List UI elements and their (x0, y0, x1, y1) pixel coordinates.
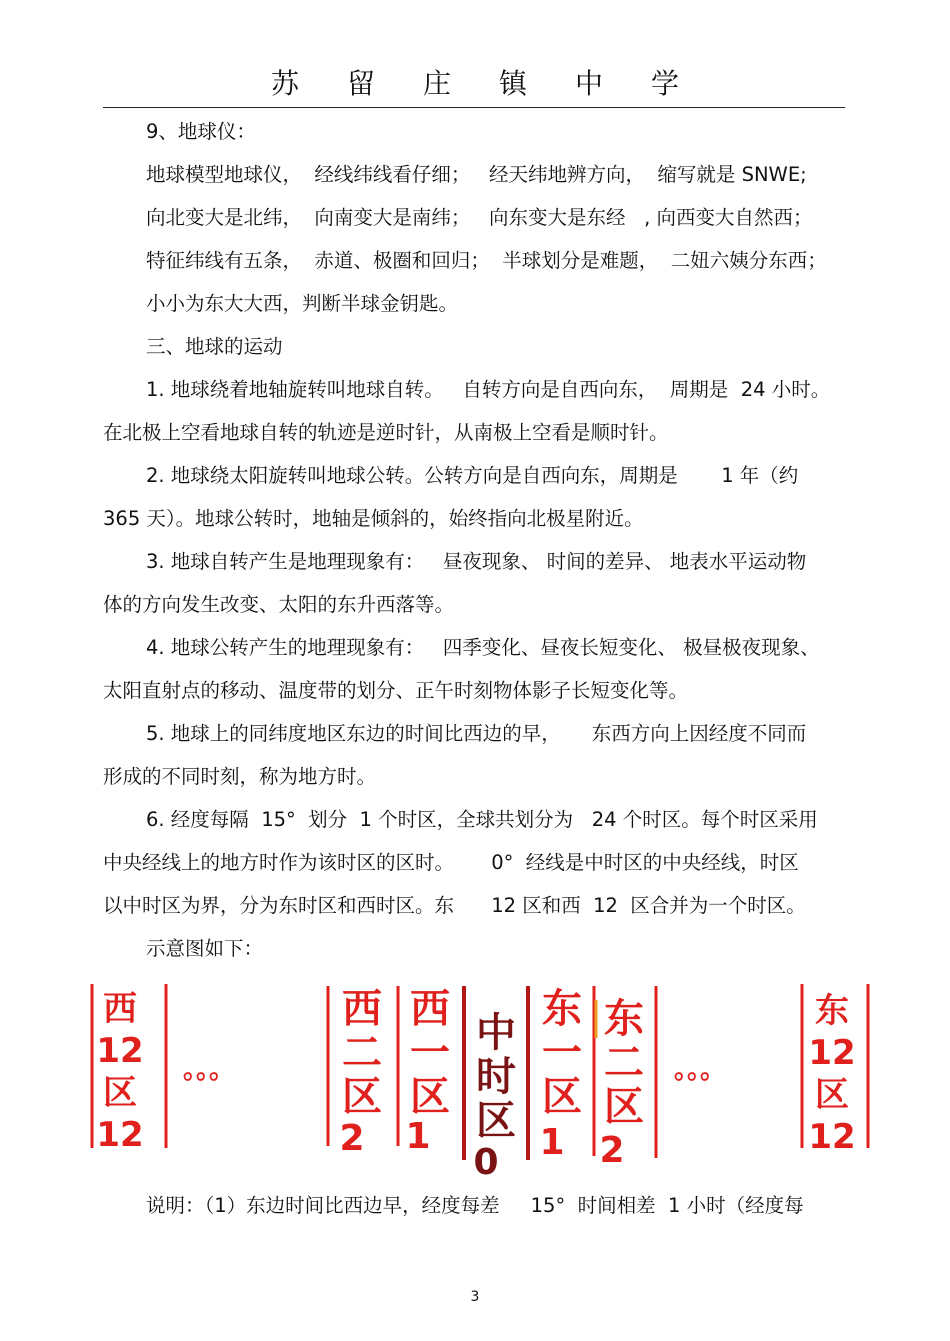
text-line: 5. 地球上的同纬度地区东边的时间比西边的早， 东西方向上因经度不同而 (146, 722, 807, 745)
page-header: 苏留庄镇中学 (270, 67, 727, 100)
text-line: 说明：（1）东边时间比西边早，经度每差 15° 时间相差 1 小时（经度每 (146, 1194, 804, 1217)
zone-char: 12 (96, 1115, 144, 1155)
text-line: 体的方向发生改变、太阳的东升西落等。 (103, 593, 455, 616)
text-line: 小小为东大大西，判断半球金钥匙。 (146, 292, 459, 315)
text-line: 1. 地球绕着地轴旋转叫地球自转。 自转方向是自西向东， 周期是 24 小时。 (146, 378, 831, 401)
zone-char: 中 (476, 1010, 516, 1056)
zone-char: 区 (476, 1098, 516, 1144)
zone-char: 区 (410, 1074, 450, 1120)
zone-char: 一 (410, 1030, 450, 1076)
text-line: 9、地球仪： (146, 120, 256, 143)
zone-char: 区 (103, 1073, 137, 1113)
text-line: 以中时区为界，分为东时区和西时区。东 12 区和西 12 区合并为一个时区。 (103, 894, 806, 917)
text-line: 365 天）。地球公转时，地轴是倾斜的，始终指向北极星附近。 (103, 507, 644, 530)
zone-char: 12 (96, 1031, 144, 1071)
zone-char: 1 (405, 1116, 431, 1157)
zone-char: 区 (342, 1074, 382, 1120)
zone-char: 东 (542, 986, 582, 1032)
text-line: 向北变大是北纬， 向南变大是南纬； 向东变大是东经 , 向西变大自然西； (146, 206, 813, 229)
ellipsis-right: 。。。 (674, 1055, 727, 1085)
page-number: 3 (470, 1289, 480, 1305)
zone-east-2 (596, 986, 656, 1171)
zone-char: 2 (339, 1118, 365, 1159)
header-rule (103, 107, 845, 108)
zone-central-0 (464, 986, 528, 1178)
text-line: 太阳直射点的移动、温度带的划分、正午时刻物体影子长短变化等。 (103, 679, 689, 702)
section-heading: 三、地球的运动 (146, 335, 283, 358)
zone-west-12 (92, 984, 166, 1155)
zone-char: 东 (815, 991, 849, 1031)
ellipsis-left: 。。。 (183, 1055, 236, 1085)
zone-char: 东 (604, 996, 644, 1042)
zone-char: 时 (476, 1054, 516, 1100)
zone-west-1 (398, 986, 450, 1157)
text-line: 3. 地球自转产生是地理现象有： 昼夜现象、 时间的差异、 地表水平运动物 (146, 550, 807, 573)
zone-char: 1 (539, 1122, 565, 1163)
text-line: 示意图如下： (146, 937, 264, 960)
zone-east-1 (539, 986, 594, 1163)
zone-east-12 (802, 984, 868, 1157)
zone-char: 区 (604, 1084, 644, 1130)
text-line: 形成的不同时刻，称为地方时。 (103, 765, 377, 788)
zone-char: 0 (473, 1142, 499, 1178)
zone-char: 西 (103, 989, 137, 1029)
zone-char: 二 (604, 1040, 644, 1086)
text-line: 在北极上空看地球自转的轨迹是逆时针，从南极上空看是顺时针。 (103, 421, 669, 444)
text-line: 中央经线上的地方时作为该时区的区时。 0° 经线是中时区的中央经线，时区 (103, 851, 799, 874)
time-zone-diagram (80, 978, 880, 1178)
zone-char: 西 (342, 986, 382, 1032)
zone-char: 区 (542, 1074, 582, 1120)
zone-char: 12 (808, 1033, 856, 1073)
zone-char: 西 (410, 986, 450, 1032)
text-line: 特征纬线有五条， 赤道、极圈和回归； 半球划分是难题， 二妞六姨分东西； (146, 249, 827, 272)
text-line: 6. 经度每隔 15° 划分 1 个时区，全球共划分为 24 个时区。每个时区采用 (146, 808, 818, 831)
zone-char: 2 (599, 1130, 625, 1171)
text-line: 2. 地球绕太阳旋转叫地球公转。公转方向是自西向东，周期是 1 年（约 (146, 464, 799, 487)
zone-char: 二 (342, 1030, 382, 1076)
zone-char: 12 (808, 1117, 856, 1157)
zone-west-2 (328, 986, 382, 1159)
zone-char: 区 (815, 1075, 849, 1115)
zone-char: 一 (542, 1030, 582, 1076)
text-line: 4. 地球公转产生的地理现象有： 四季变化、昼夜长短变化、 极昼极夜现象、 (146, 636, 820, 659)
text-line: 地球模型地球仪， 经线纬线看仔细； 经天纬地辨方向， 缩写就是 SNWE; (146, 163, 807, 186)
